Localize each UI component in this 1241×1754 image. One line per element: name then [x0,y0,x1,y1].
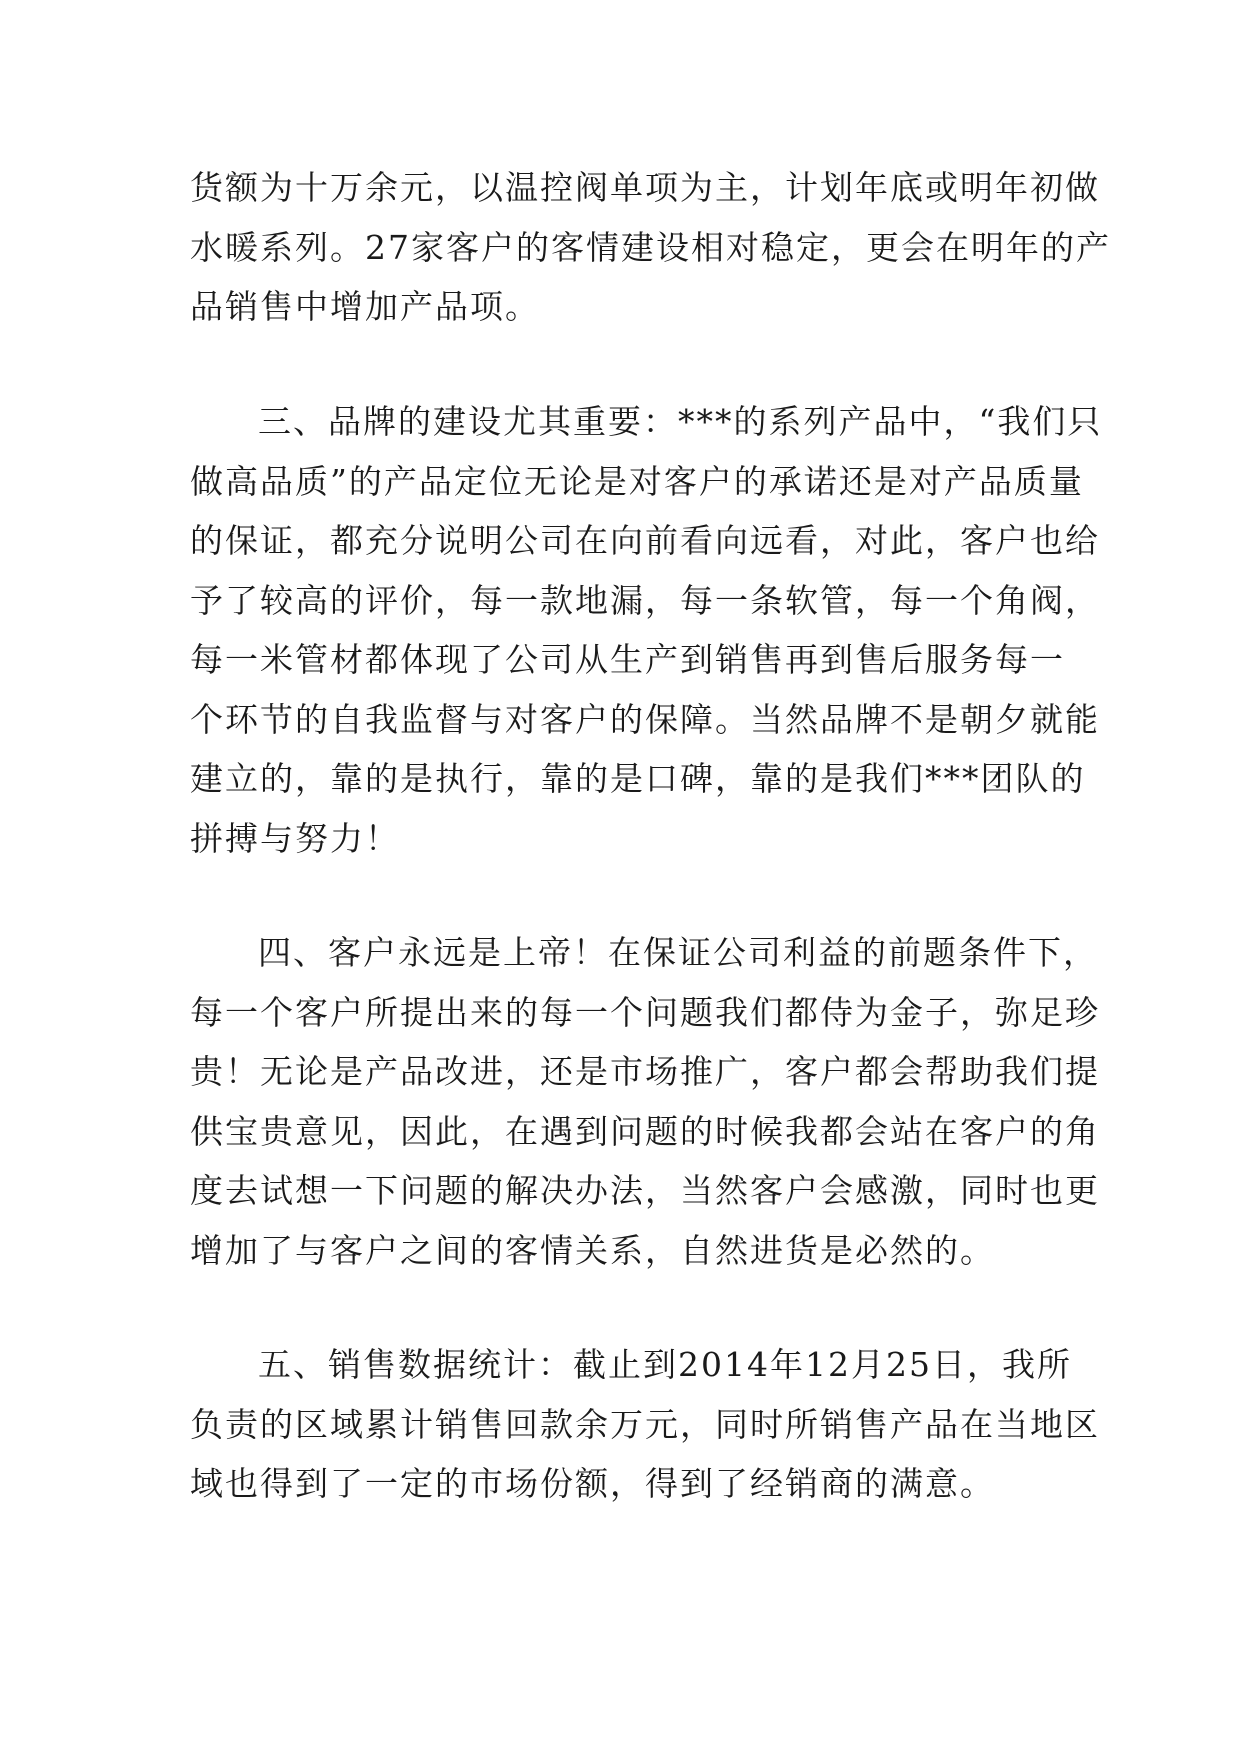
text-line: 贵！无论是产品改进，还是市场推广，客户都会帮助我们提 [190,1052,1100,1091]
text-line: 度去试想一下问题的解决办法，当然客户会感激，同时也更 [190,1171,1100,1210]
text-line: 负责的区域累计销售回款余万元，同时所销售产品在当地区 [190,1404,1100,1444]
text-line: 予了较高的评价，每一款地漏，每一条软管，每一个角阀， [190,580,1100,620]
text-line: 四、客户永远是上帝！在保证公司利益的前题条件下， [258,933,1098,972]
text-line: 每一个客户所提出来的每一个问题我们都侍为金子，弥足珍 [190,992,1100,1032]
text-line: 供宝贵意见，因此，在遇到问题的时候我都会站在客户的角 [190,1111,1100,1151]
text-line: 增加了与客户之间的客情关系，自然进货是必然的。 [190,1230,995,1270]
text-line: 品销售中增加产品项。 [190,287,540,326]
text-line: 个环节的自我监督与对客户的保障。当然品牌不是朝夕就能 [190,699,1100,739]
text-line: 拼搏与努力！ [190,818,400,858]
paragraph-continuation [190,158,1111,337]
paragraph-brand-building [190,392,1103,868]
text-line: 货额为十万余元，以温控阀单项为主，计划年底或明年初做 [190,168,1100,207]
text-line: 域也得到了一定的市场份额，得到了经销商的满意。 [190,1464,995,1503]
paragraph-customer-first [190,923,1100,1280]
text-line: 三、品牌的建设尤其重要：***的系列产品中，“我们只 [258,402,1103,441]
text-line: 做高品质”的产品定位无论是对客户的承诺还是对产品质量 [190,461,1084,501]
text-line: 建立的，靠的是执行，靠的是口碑，靠的是我们***团队的 [190,759,1086,798]
text-line: 每一米管材都体现了公司从生产到销售再到售后服务每一 [190,640,1065,679]
paragraph-sales-statistics [190,1335,1100,1514]
text-line: 水暖系列。27家客户的客情建设相对稳定，更会在明年的产 [190,227,1111,267]
text-line: 的保证，都充分说明公司在向前看向远看，对此，客户也给 [190,521,1100,560]
text-line: 五、销售数据统计：截止到2014年12月25日，我所 [258,1345,1072,1384]
